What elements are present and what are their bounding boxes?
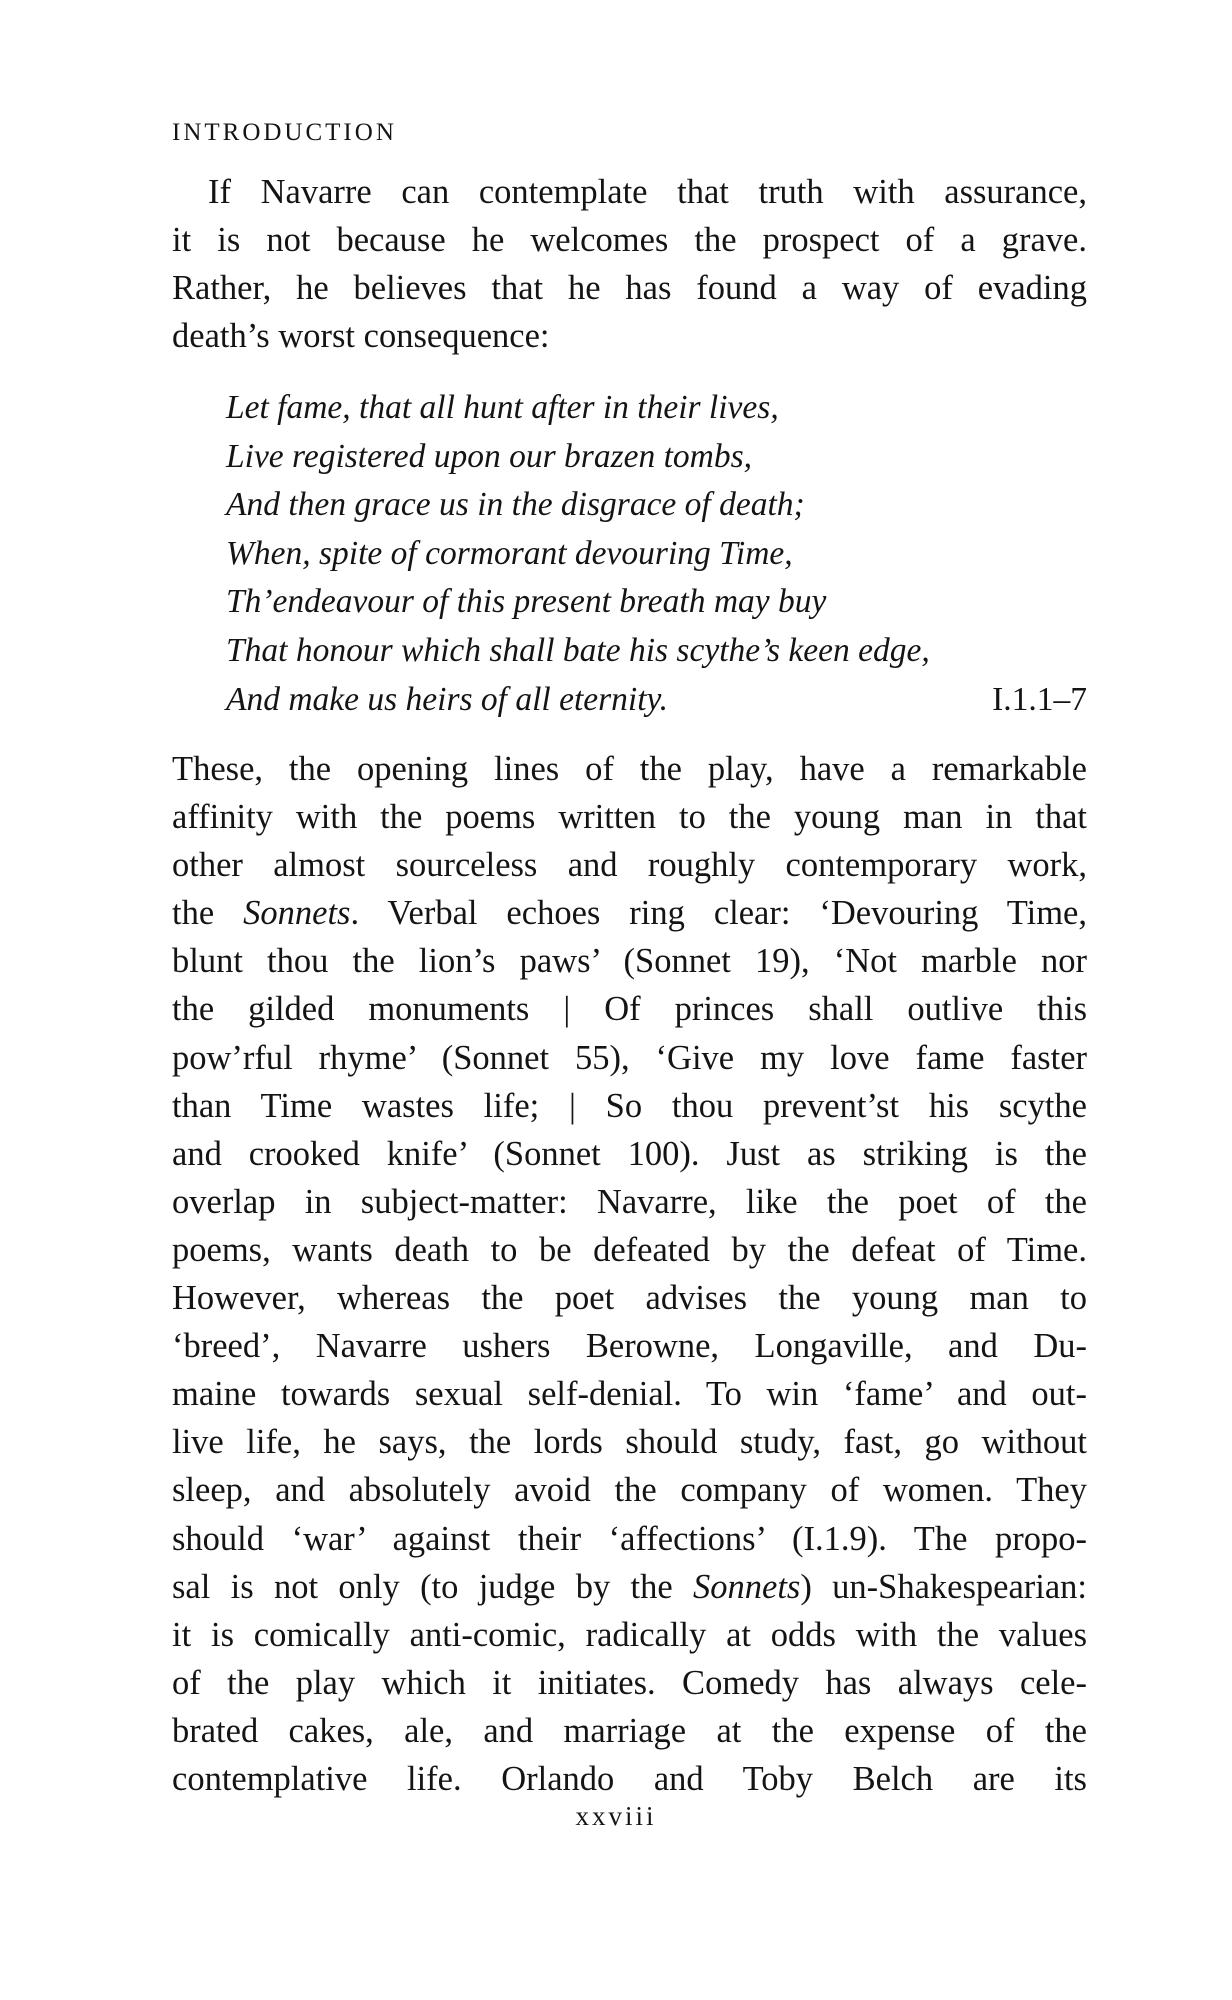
text-line: and crooked knife’ (Sonnet 100). Just as striking is the (172, 1134, 1087, 1173)
text-fragment: the (172, 894, 244, 933)
text-line: overlap in subject-matter: Navarre, like the poet of the (172, 1182, 1087, 1221)
verse-line-text: And make us heirs of all eternity. (226, 680, 668, 718)
text-line: These, the opening lines of the play, have a remarkable (172, 750, 1087, 788)
verse-line: Live registered upon our brazen tombs, (226, 437, 753, 475)
text-line: poems, wants death to be defeated by the defeat of Time. (172, 1230, 1087, 1269)
line-reference: I.1.1–7 (992, 680, 1087, 718)
text-line: it is comically anti-comic, radically at odds with the values (172, 1615, 1087, 1654)
text-line: ‘breed’, Navarre ushers Berowne, Longaville, and Du- (172, 1327, 1087, 1366)
text-fragment: ) un-Shakespearian: (800, 1567, 1087, 1606)
verse-line: Th’endeavour of this present breath may buy (226, 583, 827, 621)
verse-line: And then grace us in the disgrace of death; (226, 486, 805, 524)
text-line: contemplative life. Orlando and Toby Belch are its (172, 1759, 1087, 1798)
verse-line: That honour which shall bate his scythe’s keen edge, (226, 631, 930, 669)
text-line: pow’rful rhyme’ (Sonnet 55), ‘Give my love fame faster (172, 1038, 1087, 1077)
verse-line: When, spite of cormorant devouring Time, (226, 534, 793, 572)
text-line: death’s worst consequence: (172, 317, 550, 355)
text-line: blunt thou the lion’s paws’ (Sonnet 19), ‘Not marble nor (172, 942, 1087, 981)
paragraph-intro (172, 168, 1087, 360)
text-line: Rather, he believes that he has found a way of evading (172, 269, 1087, 307)
text-line: live life, he says, the lords should study, fast, go without (172, 1423, 1087, 1462)
text-line: of the play which it initiates. Comedy has always cele- (172, 1663, 1087, 1702)
verse-line-last (226, 676, 1087, 725)
italic-title: Sonnets (693, 1567, 801, 1606)
text-line (172, 1563, 1087, 1611)
text-fragment: sal is not only (to judge by the (172, 1567, 694, 1606)
page-number: xxviii (575, 1801, 657, 1831)
text-line: affinity with the poems written to the young man in that (172, 798, 1087, 837)
text-line: However, whereas the poet advises the young man to (172, 1279, 1087, 1318)
text-line: sleep, and absolutely avoid the company of women. They (172, 1471, 1087, 1510)
paragraph-main (172, 745, 1087, 1803)
italic-title: Sonnets (243, 894, 351, 933)
text-line: maine towards sexual self-denial. To win ‘fame’ and out- (172, 1375, 1087, 1414)
verse-line: Let fame, that all hunt after in their lives, (226, 389, 779, 426)
text-line: brated cakes, ale, and marriage at the expense of the (172, 1711, 1087, 1750)
text-fragment: . Verbal echoes ring clear: ‘Devouring Time, (350, 894, 1087, 933)
text-line: should ‘war’ against their ‘affections’ (I.1.9). The propo- (172, 1519, 1087, 1558)
text-line: the gilded monuments | Of princes shall outlive this (172, 990, 1087, 1029)
text-line: than Time wastes life; | So thou prevent’st his scythe (172, 1086, 1087, 1125)
text-line (172, 889, 1087, 937)
verse-quotation (226, 384, 1087, 724)
text-line: it is not because he welcomes the prospect of a grave. (172, 221, 1087, 259)
text-line: other almost sourceless and roughly contemporary work, (172, 846, 1087, 885)
text-line: If Navarre can contemplate that truth with assurance, (208, 173, 1087, 211)
running-head: INTRODUCTION (172, 119, 397, 146)
